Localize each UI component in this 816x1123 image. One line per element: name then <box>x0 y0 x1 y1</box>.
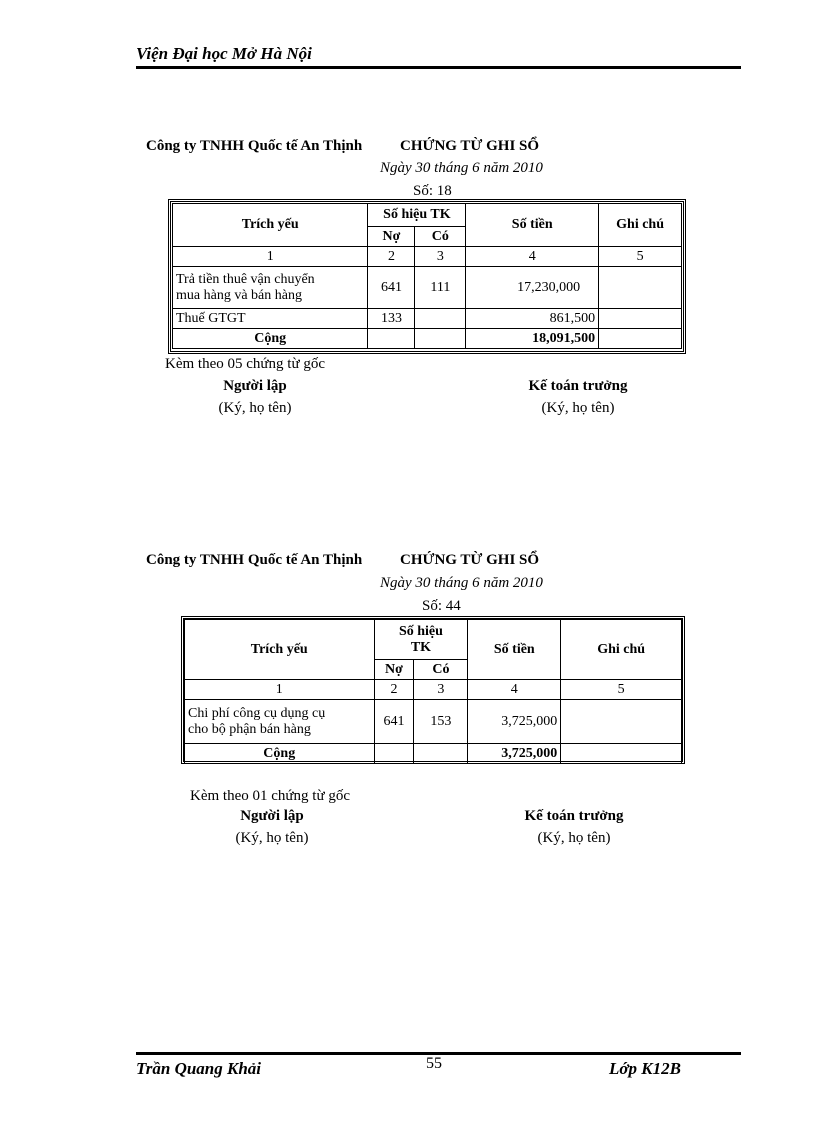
voucher-date-2: Ngày 30 tháng 6 năm 2010 <box>380 575 543 591</box>
row-note <box>599 309 682 329</box>
voucher-number-1: Số: 18 <box>413 183 452 199</box>
col-index: 2 <box>374 680 414 700</box>
header-rule <box>136 66 741 69</box>
class-label: Lớp K12B <box>609 1059 681 1078</box>
author-name: Trần Quang Khải <box>136 1059 262 1078</box>
preparer-label-1: Người lập <box>223 378 287 394</box>
total-label: Cộng <box>173 329 368 349</box>
col-index: 3 <box>415 247 466 267</box>
voucher-table-2 <box>184 619 682 764</box>
table-row <box>173 267 682 309</box>
row-note <box>599 267 682 309</box>
col-amount-header: Số tiền <box>468 620 561 680</box>
preparer-label-2: Người lập <box>240 808 304 824</box>
company-name-2: Công ty TNHH Quốc tế An Thịnh <box>146 552 363 568</box>
company-name-1: Công ty TNHH Quốc tế An Thịnh <box>146 138 363 154</box>
col-credit-header: Có <box>415 227 466 247</box>
col-account-header: Số hiệu TK <box>374 620 468 660</box>
row-amount: 861,500 <box>466 309 599 329</box>
row-debit: 641 <box>368 267 415 309</box>
row-note <box>561 700 682 744</box>
doc-title-1: CHỨNG TỪ GHI SỔ <box>400 138 540 154</box>
accountant-label-1: Kế toán trưởng <box>528 378 628 394</box>
row-summary: Thuế GTGT <box>173 309 368 329</box>
total-row <box>173 329 682 349</box>
col-index: 4 <box>466 247 599 267</box>
col-summary-header: Trích yếu <box>173 204 368 247</box>
col-credit-header: Có <box>414 660 468 680</box>
voucher-number-2: Số: 44 <box>422 598 461 614</box>
voucher-date-1: Ngày 30 tháng 6 năm 2010 <box>380 160 543 176</box>
accountant-sign-1: (Ký, họ tên) <box>541 400 615 416</box>
total-label: Cộng <box>185 744 375 764</box>
total-amount: 18,091,500 <box>466 329 599 349</box>
col-index: 5 <box>599 247 682 267</box>
col-index: 1 <box>185 680 375 700</box>
attached-docs-2: Kèm theo 01 chứng từ gốc <box>190 788 350 804</box>
col-index: 2 <box>368 247 415 267</box>
col-index: 1 <box>173 247 368 267</box>
col-debit-header: Nợ <box>368 227 415 247</box>
total-row <box>185 744 682 764</box>
row-debit: 641 <box>374 700 414 744</box>
institution-header: Viện Đại học Mở Hà Nội <box>136 44 312 63</box>
col-index: 5 <box>561 680 682 700</box>
table-row <box>185 700 682 744</box>
row-credit: 111 <box>415 267 466 309</box>
row-credit <box>415 309 466 329</box>
col-summary-header: Trích yếu <box>185 620 375 680</box>
row-summary: Trả tiền thuê vận chuyển mua hàng và bán hàng <box>173 267 368 309</box>
row-summary: Chi phí công cụ dụng cụ cho bộ phận bán hàng <box>185 700 375 744</box>
row-amount: 17,230,000 <box>466 267 599 309</box>
col-index: 4 <box>468 680 561 700</box>
table-row <box>173 309 682 329</box>
col-index: 3 <box>414 680 468 700</box>
preparer-sign-1: (Ký, họ tên) <box>218 400 292 416</box>
row-credit: 153 <box>414 700 468 744</box>
col-note-header: Ghi chú <box>561 620 682 680</box>
attached-docs-1: Kèm theo 05 chứng từ gốc <box>165 356 325 372</box>
col-debit-header: Nợ <box>374 660 414 680</box>
accountant-sign-2: (Ký, họ tên) <box>537 830 611 846</box>
voucher-table-1 <box>172 203 682 349</box>
col-note-header: Ghi chú <box>599 204 682 247</box>
row-debit: 133 <box>368 309 415 329</box>
accountant-label-2: Kế toán trưởng <box>524 808 624 824</box>
total-amount: 3,725,000 <box>468 744 561 764</box>
col-account-header: Số hiệu TK <box>368 204 466 227</box>
col-amount-header: Số tiền <box>466 204 599 247</box>
page-number: 55 <box>426 1055 442 1072</box>
row-amount: 3,725,000 <box>468 700 561 744</box>
preparer-sign-2: (Ký, họ tên) <box>235 830 309 846</box>
doc-title-2: CHỨNG TỪ GHI SỔ <box>400 552 540 568</box>
